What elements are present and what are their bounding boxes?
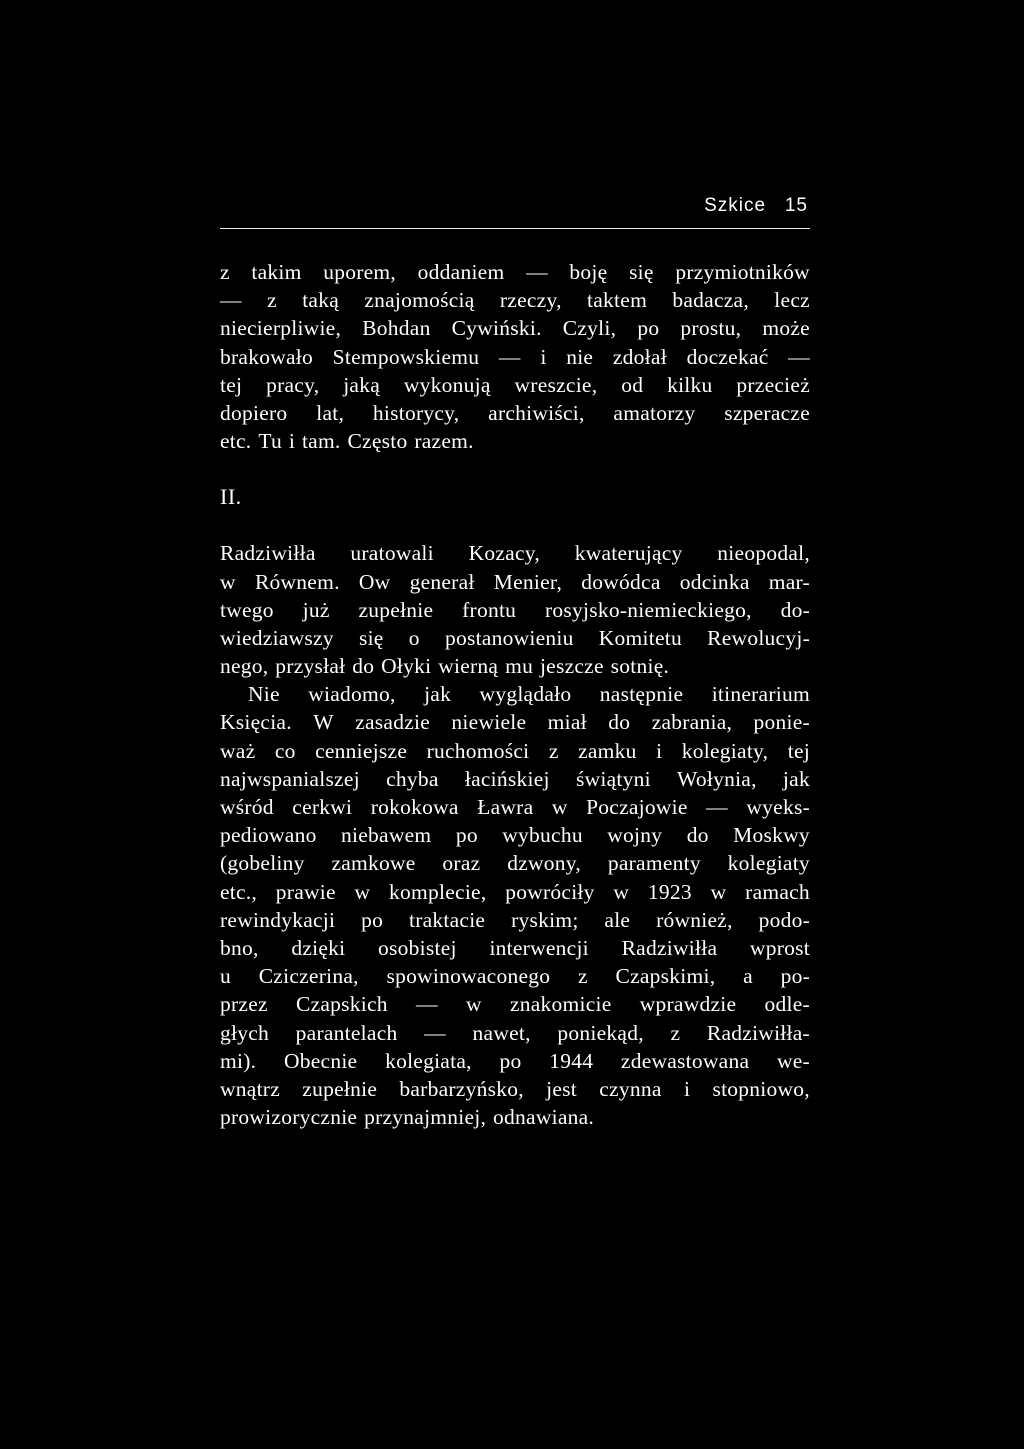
word: wyglądało — [479, 682, 572, 707]
word: wyeks- — [746, 795, 810, 819]
word: nieopodal, — [717, 541, 810, 566]
word: wierną — [438, 654, 499, 679]
page-header — [220, 195, 810, 227]
word: w — [354, 879, 371, 904]
word: co — [274, 738, 296, 763]
word: w — [465, 992, 482, 1017]
word: i — [656, 738, 663, 763]
word: sotnię. — [610, 654, 670, 679]
word: brakowało — [220, 344, 313, 369]
word: Radziwiłła — [621, 935, 718, 960]
word: wprawdzie — [639, 992, 737, 1017]
word: Często — [347, 429, 408, 454]
word: poniekąd, — [557, 1020, 644, 1045]
word: z — [548, 738, 559, 763]
word: wnątrz — [220, 1076, 280, 1101]
header-rule — [220, 228, 810, 229]
word: kolegiaty, — [681, 738, 769, 763]
word: ryskim; — [511, 907, 579, 932]
word: zasadzie — [355, 710, 431, 735]
word: — — [526, 260, 548, 284]
word: odnawiana. — [493, 1105, 595, 1130]
word: W — [313, 710, 334, 735]
section-spacer — [220, 511, 810, 539]
word: razem. — [414, 429, 474, 454]
word: nawet, — [472, 1020, 531, 1045]
word: zdewastowana — [620, 1048, 750, 1073]
word: najwspanialszej — [220, 766, 360, 791]
word: historycy, — [372, 400, 460, 425]
word: prowizorycznie — [220, 1105, 358, 1130]
word: łacińskiej — [464, 766, 550, 791]
word: — — [416, 992, 438, 1017]
word: przecież — [736, 372, 810, 397]
word: mar- — [768, 569, 810, 594]
word: Kozacy, — [468, 541, 540, 566]
word: wykonują — [403, 372, 491, 397]
word: wiedziawszy — [220, 625, 334, 650]
word: w — [613, 879, 630, 904]
word: Radziwiłła- — [706, 1020, 810, 1045]
word: oddaniem — [417, 260, 505, 284]
word: u — [220, 964, 231, 989]
word: 1923 — [647, 879, 692, 904]
text-line — [220, 343, 810, 371]
word: tam. — [301, 429, 341, 454]
word: odle- — [764, 992, 810, 1017]
word: Moskwy — [733, 823, 810, 848]
word: w — [220, 569, 236, 594]
text-line — [220, 539, 810, 567]
word: tej — [220, 372, 243, 397]
word: dowódca — [581, 569, 661, 594]
word: nie — [566, 344, 594, 369]
word: kwaterujący — [574, 541, 683, 566]
word: archiwiści, — [488, 400, 585, 425]
word: może — [762, 316, 810, 341]
word: (gobeliny — [220, 851, 305, 876]
word: po- — [780, 964, 810, 989]
word: do — [686, 823, 709, 848]
word: świątyni — [575, 766, 651, 791]
word: we- — [776, 1048, 810, 1073]
word: ale — [604, 907, 631, 932]
word: Rewolucyj- — [707, 625, 810, 650]
word: ruchomości — [426, 738, 530, 763]
word: i — [540, 344, 547, 369]
text-line — [220, 990, 810, 1018]
word: rzeczy, — [499, 288, 562, 313]
word: etc. — [220, 429, 252, 454]
word: rosyjsko-niemieckiego, — [545, 597, 752, 622]
running-head: Szkice 15 — [704, 195, 808, 216]
word: Obecnie — [283, 1048, 358, 1073]
word: komplecie, — [389, 879, 487, 904]
word: odcinka — [679, 569, 750, 594]
word: Radziwiłła — [220, 541, 316, 566]
word: zdołał — [612, 344, 667, 369]
word: postanowieniu — [444, 625, 574, 650]
word: twego — [220, 597, 274, 622]
word: — — [788, 344, 810, 369]
paragraph-2 — [220, 539, 810, 680]
section-heading: II. — [220, 484, 242, 510]
word: niewiele — [451, 710, 527, 735]
word: boję — [569, 260, 608, 284]
word: jeszcze — [539, 654, 604, 679]
body-text — [220, 258, 810, 1131]
word: po — [499, 1048, 522, 1073]
word: się — [629, 260, 654, 284]
word: i — [683, 1076, 691, 1101]
word: osobistej — [378, 935, 457, 960]
word: następnie — [599, 682, 684, 707]
word: po — [455, 823, 478, 848]
word: rewindykacji — [220, 907, 336, 932]
text-line — [220, 934, 810, 962]
word: Stempowskiemu — [332, 344, 480, 369]
paragraph-3 — [220, 680, 810, 1131]
word: lecz — [774, 288, 810, 313]
text-line — [220, 624, 810, 652]
word: traktacie — [408, 907, 486, 932]
word: — — [706, 795, 728, 819]
word: wśród — [220, 795, 274, 819]
word: chyba — [386, 766, 439, 791]
word: Cziczerina, — [258, 964, 359, 989]
text-line — [220, 1019, 810, 1047]
word: pracy, — [266, 372, 320, 397]
text-line — [220, 568, 810, 596]
word: wprost — [749, 935, 810, 960]
word: stopniowo, — [712, 1076, 810, 1101]
word: pediowano — [220, 823, 317, 848]
word: miał — [547, 710, 587, 735]
word: o — [408, 625, 420, 650]
word: głych — [220, 1020, 270, 1045]
word: interwencji — [489, 935, 589, 960]
word: dzięki — [291, 935, 346, 960]
text-line — [220, 596, 810, 624]
word: uratowali — [350, 541, 434, 566]
text-line — [220, 1103, 810, 1131]
word: Nie — [248, 682, 280, 707]
word: Ołyki — [381, 654, 432, 679]
word: czynna — [599, 1076, 662, 1101]
word: paramenty — [607, 851, 701, 876]
text-line — [220, 399, 810, 427]
word: dopiero — [220, 400, 288, 425]
word: również, — [656, 907, 733, 932]
word: cenniejsze — [315, 738, 408, 763]
word: jaką — [343, 372, 381, 397]
word: wybuchu — [502, 823, 583, 848]
word: szperacze — [724, 400, 810, 425]
word: kolegiata, — [385, 1048, 472, 1073]
word: takim — [251, 260, 302, 284]
word: waż — [220, 738, 256, 763]
word: barbarzyńsko, — [399, 1076, 524, 1101]
word: Księcia. — [220, 710, 292, 735]
word: prawie — [275, 879, 336, 904]
text-line — [220, 286, 810, 314]
word: niebawem — [341, 823, 432, 848]
word: doczekać — [686, 344, 769, 369]
word: w — [551, 795, 568, 819]
word: przez — [220, 992, 268, 1017]
word: zupełnie — [358, 597, 434, 622]
word: prostu, — [680, 316, 742, 341]
word: się — [358, 625, 384, 650]
word: itinerarium — [711, 682, 810, 707]
word: cerkwi — [292, 795, 353, 819]
word: taktem — [587, 288, 648, 313]
word: po — [361, 907, 384, 932]
text-line — [220, 906, 810, 934]
word: do — [608, 710, 631, 735]
word: Czapskimi, — [615, 964, 716, 989]
word: jest — [546, 1076, 577, 1101]
text-line — [220, 821, 810, 849]
word: etc., — [220, 879, 258, 904]
text-line — [220, 708, 810, 736]
text-line — [220, 652, 810, 680]
word: Menier, — [493, 569, 563, 594]
text-line — [220, 737, 810, 765]
word: Czyli, — [562, 316, 617, 341]
word: Ow — [358, 569, 391, 594]
word: a — [743, 964, 753, 989]
text-line — [220, 258, 810, 286]
word: mi). — [220, 1048, 257, 1073]
word: po — [637, 316, 660, 341]
word: ponie- — [753, 710, 810, 735]
word: — — [498, 344, 521, 369]
word: już — [302, 597, 330, 622]
text-line — [220, 371, 810, 399]
word: Tu — [258, 429, 282, 454]
paragraph-1 — [220, 258, 810, 455]
word: z — [220, 260, 230, 284]
word: i — [288, 429, 296, 454]
text-line — [220, 680, 810, 708]
word: przynajmniej, — [364, 1105, 487, 1130]
word: jak — [424, 682, 452, 707]
word: amatorzy — [613, 400, 696, 425]
text-line — [220, 765, 810, 793]
word: — — [424, 1020, 446, 1045]
text-line — [220, 314, 810, 342]
word: uporem, — [323, 260, 397, 284]
word: Ławra — [477, 795, 534, 819]
word: badacza, — [672, 288, 749, 313]
word: znakomicie — [509, 992, 612, 1017]
word: do- — [780, 597, 810, 622]
word: kolegiaty — [727, 851, 810, 876]
word: wreszcie, — [514, 372, 598, 397]
word: bno, — [220, 935, 259, 960]
text-line — [220, 962, 810, 990]
section-spacer — [220, 455, 810, 483]
text-line — [220, 1047, 810, 1075]
word: od — [621, 372, 644, 397]
text-line — [220, 878, 810, 906]
word: mu — [505, 654, 534, 679]
word: zabrania, — [651, 710, 733, 735]
word: znajomością — [364, 288, 475, 313]
word: oraz — [442, 851, 481, 876]
text-line — [220, 793, 810, 821]
word: w — [710, 879, 727, 904]
word: do — [352, 654, 375, 679]
word: nego, — [220, 654, 269, 679]
word: parantelach — [295, 1020, 398, 1045]
word: Bohdan — [362, 316, 431, 341]
word: generał — [409, 569, 475, 594]
word: przysłał — [275, 654, 346, 679]
word: jak — [782, 766, 810, 791]
word: Poczajowie — [586, 795, 688, 819]
text-line — [220, 427, 810, 455]
text-line — [220, 1075, 810, 1103]
word: tej — [787, 738, 810, 763]
word: powróciły — [505, 879, 595, 904]
word: ramach — [745, 879, 810, 904]
word: kilku — [667, 372, 713, 397]
word: Wołynia, — [677, 766, 757, 791]
word: 1944 — [549, 1048, 594, 1073]
text-line — [220, 849, 810, 877]
word: lat, — [316, 400, 345, 425]
word: przymiotników — [675, 260, 810, 284]
word: wiadomo, — [308, 682, 396, 707]
word: Cywiński. — [451, 316, 542, 341]
word: z — [577, 964, 588, 989]
word: z — [670, 1020, 681, 1045]
word: frontu — [462, 597, 517, 622]
word: rokokowa — [370, 795, 459, 819]
word: Czapskich — [296, 992, 388, 1017]
word: niecierpliwie, — [220, 316, 342, 341]
word: spowinowaconego — [386, 964, 551, 989]
word: z — [267, 288, 277, 313]
word: Komitetu — [598, 625, 682, 650]
word: zamkowe — [331, 851, 416, 876]
word: Równem. — [254, 569, 340, 594]
word: dzwony, — [507, 851, 582, 876]
word: zupełnie — [302, 1076, 378, 1101]
word: taką — [302, 288, 340, 313]
word: — — [220, 288, 242, 313]
word: podo- — [758, 907, 810, 932]
word: wojny — [607, 823, 663, 848]
word: zamku — [578, 738, 637, 763]
